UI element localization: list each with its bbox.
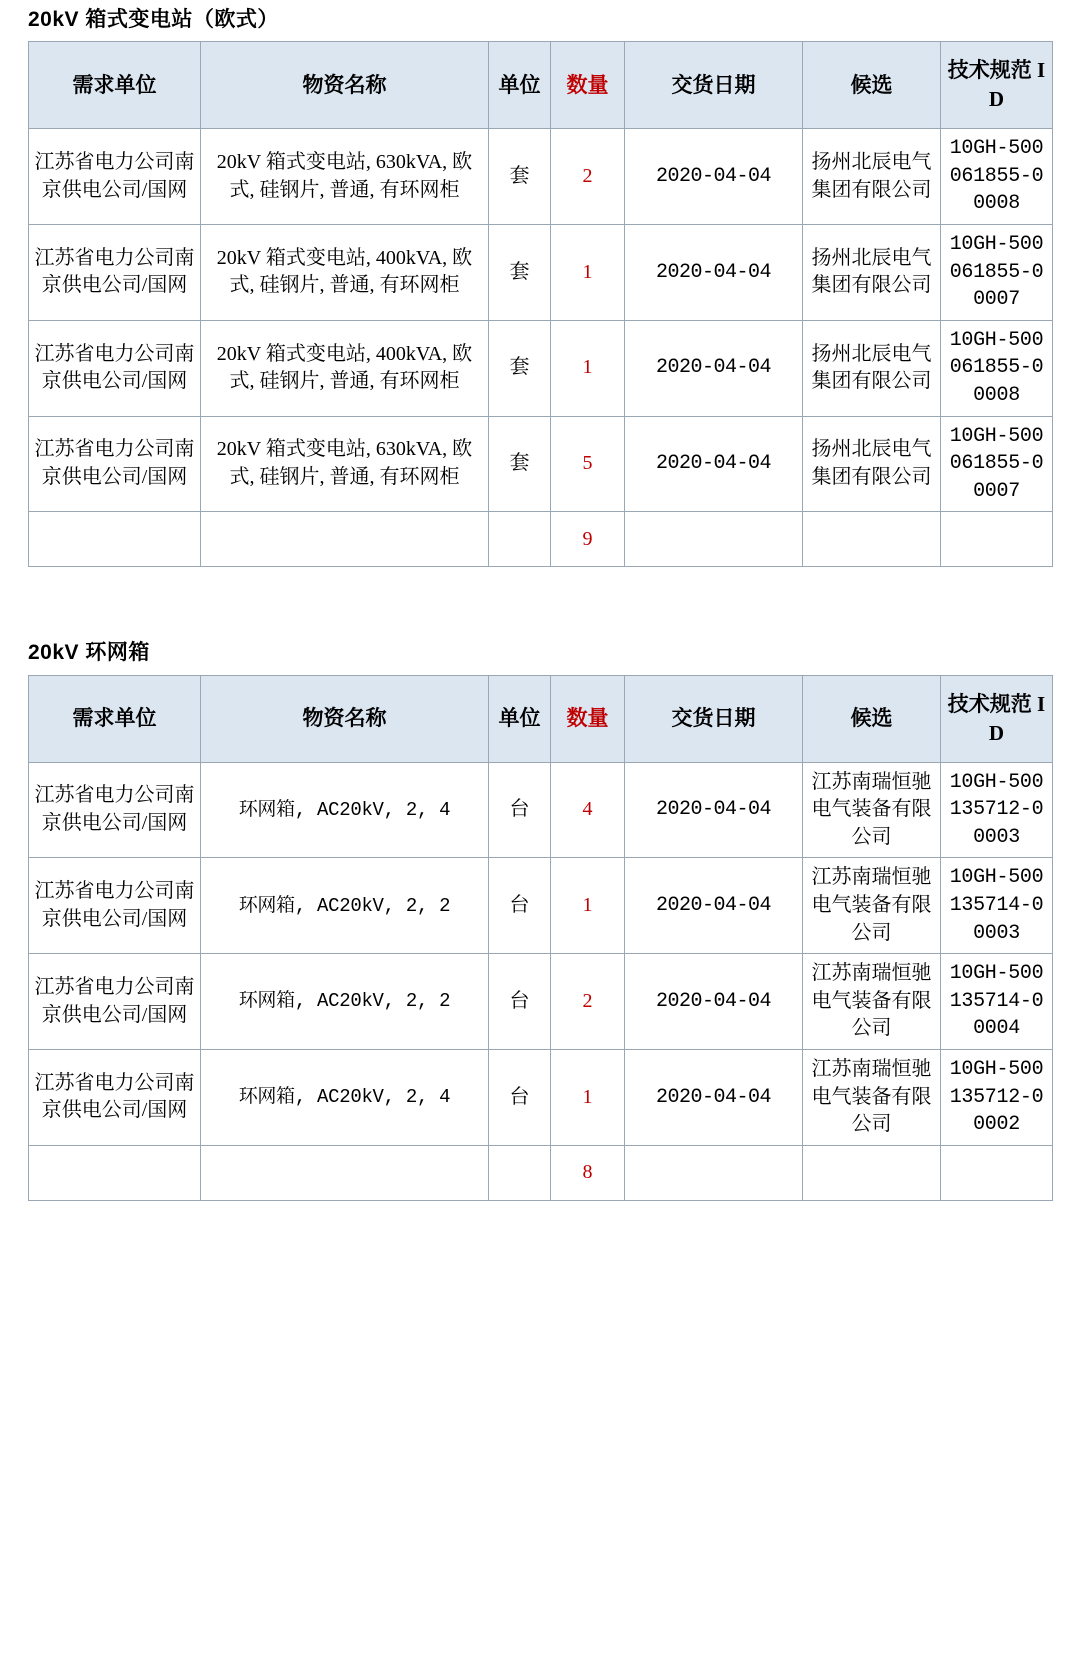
table-total-row bbox=[29, 512, 1053, 567]
cell-quantity-total: 9 bbox=[551, 512, 625, 567]
cell-candidate: 江苏南瑞恒驰电气装备有限公司 bbox=[803, 858, 941, 954]
cell-candidate: 扬州北辰电气集团有限公司 bbox=[803, 225, 941, 321]
cell-demand-unit: 江苏省电力公司南京供电公司/国网 bbox=[29, 225, 201, 321]
cell-spec-id: 10GH-500135712-00003 bbox=[941, 762, 1053, 858]
cell-spec-id: 10GH-500061855-00008 bbox=[941, 320, 1053, 416]
column-header-unit: 单位 bbox=[489, 42, 551, 129]
cell-empty bbox=[625, 1145, 803, 1200]
cell-quantity: 1 bbox=[551, 225, 625, 321]
cell-demand-unit: 江苏省电力公司南京供电公司/国网 bbox=[29, 416, 201, 512]
column-header-quantity: 数量 bbox=[551, 675, 625, 762]
cell-candidate: 江苏南瑞恒驰电气装备有限公司 bbox=[803, 1049, 941, 1145]
cell-spec-id: 10GH-500061855-00008 bbox=[941, 129, 1053, 225]
column-header-unit: 单位 bbox=[489, 675, 551, 762]
table-boxed-substation bbox=[28, 41, 1053, 567]
cell-spec-id: 10GH-500135712-00002 bbox=[941, 1049, 1053, 1145]
cell-quantity: 2 bbox=[551, 129, 625, 225]
cell-empty bbox=[941, 512, 1053, 567]
cell-delivery-date: 2020-04-04 bbox=[625, 1049, 803, 1145]
section-spacer bbox=[28, 567, 1052, 637]
cell-spec-id: 10GH-500061855-00007 bbox=[941, 225, 1053, 321]
cell-candidate: 江苏南瑞恒驰电气装备有限公司 bbox=[803, 762, 941, 858]
cell-unit: 套 bbox=[489, 416, 551, 512]
table-ring-main-unit bbox=[28, 675, 1053, 1201]
cell-spec-id: 10GH-500135714-00004 bbox=[941, 954, 1053, 1050]
cell-candidate: 扬州北辰电气集团有限公司 bbox=[803, 416, 941, 512]
cell-empty bbox=[201, 1145, 489, 1200]
table-header-row bbox=[29, 42, 1053, 129]
cell-quantity: 1 bbox=[551, 1049, 625, 1145]
table-row bbox=[29, 1049, 1053, 1145]
cell-delivery-date: 2020-04-04 bbox=[625, 129, 803, 225]
cell-demand-unit: 江苏省电力公司南京供电公司/国网 bbox=[29, 762, 201, 858]
cell-unit: 台 bbox=[489, 858, 551, 954]
table-row bbox=[29, 858, 1053, 954]
column-header-quantity: 数量 bbox=[551, 42, 625, 129]
section-title-ring-main-unit: 20kV 环网箱 bbox=[28, 641, 150, 665]
table-header-row bbox=[29, 675, 1053, 762]
cell-quantity: 5 bbox=[551, 416, 625, 512]
cell-material-name: 环网箱, AC20kV, 2, 4 bbox=[201, 1049, 489, 1145]
cell-quantity: 1 bbox=[551, 320, 625, 416]
cell-empty bbox=[625, 512, 803, 567]
cell-material-name: 20kV 箱式变电站, 400kVA, 欧式, 硅钢片, 普通, 有环网柜 bbox=[201, 320, 489, 416]
cell-unit: 台 bbox=[489, 762, 551, 858]
cell-empty bbox=[941, 1145, 1053, 1200]
cell-demand-unit: 江苏省电力公司南京供电公司/国网 bbox=[29, 129, 201, 225]
cell-delivery-date: 2020-04-04 bbox=[625, 762, 803, 858]
cell-unit: 台 bbox=[489, 1049, 551, 1145]
cell-delivery-date: 2020-04-04 bbox=[625, 320, 803, 416]
cell-quantity: 2 bbox=[551, 954, 625, 1050]
cell-material-name: 20kV 箱式变电站, 630kVA, 欧式, 硅钢片, 普通, 有环网柜 bbox=[201, 416, 489, 512]
cell-demand-unit: 江苏省电力公司南京供电公司/国网 bbox=[29, 320, 201, 416]
column-header-spec-id: 技术规范 ID bbox=[941, 675, 1053, 762]
column-header-candidate: 候选 bbox=[803, 42, 941, 129]
cell-material-name: 20kV 箱式变电站, 630kVA, 欧式, 硅钢片, 普通, 有环网柜 bbox=[201, 129, 489, 225]
column-header-demand-unit: 需求单位 bbox=[29, 42, 201, 129]
cell-unit: 台 bbox=[489, 954, 551, 1050]
cell-demand-unit: 江苏省电力公司南京供电公司/国网 bbox=[29, 858, 201, 954]
column-header-material-name: 物资名称 bbox=[201, 675, 489, 762]
column-header-candidate: 候选 bbox=[803, 675, 941, 762]
cell-candidate: 扬州北辰电气集团有限公司 bbox=[803, 129, 941, 225]
table-row bbox=[29, 416, 1053, 512]
table-total-row bbox=[29, 1145, 1053, 1200]
table-row bbox=[29, 320, 1053, 416]
column-header-material-name: 物资名称 bbox=[201, 42, 489, 129]
cell-quantity-total: 8 bbox=[551, 1145, 625, 1200]
cell-candidate: 江苏南瑞恒驰电气装备有限公司 bbox=[803, 954, 941, 1050]
table-row bbox=[29, 954, 1053, 1050]
cell-quantity: 4 bbox=[551, 762, 625, 858]
table-row bbox=[29, 225, 1053, 321]
column-header-spec-id: 技术规范 ID bbox=[941, 42, 1053, 129]
cell-material-name: 20kV 箱式变电站, 400kVA, 欧式, 硅钢片, 普通, 有环网柜 bbox=[201, 225, 489, 321]
cell-material-name: 环网箱, AC20kV, 2, 2 bbox=[201, 954, 489, 1050]
cell-material-name: 环网箱, AC20kV, 2, 4 bbox=[201, 762, 489, 858]
cell-empty bbox=[489, 1145, 551, 1200]
column-header-demand-unit: 需求单位 bbox=[29, 675, 201, 762]
section-title-boxed-substation: 20kV 箱式变电站（欧式） bbox=[28, 8, 279, 31]
cell-delivery-date: 2020-04-04 bbox=[625, 416, 803, 512]
cell-delivery-date: 2020-04-04 bbox=[625, 954, 803, 1050]
table-row bbox=[29, 762, 1053, 858]
cell-quantity: 1 bbox=[551, 858, 625, 954]
cell-empty bbox=[201, 512, 489, 567]
cell-demand-unit: 江苏省电力公司南京供电公司/国网 bbox=[29, 1049, 201, 1145]
cell-empty bbox=[29, 512, 201, 567]
cell-empty bbox=[803, 1145, 941, 1200]
cell-demand-unit: 江苏省电力公司南京供电公司/国网 bbox=[29, 954, 201, 1050]
cell-unit: 套 bbox=[489, 225, 551, 321]
cell-delivery-date: 2020-04-04 bbox=[625, 858, 803, 954]
cell-empty bbox=[803, 512, 941, 567]
column-header-delivery-date: 交货日期 bbox=[625, 42, 803, 129]
cell-delivery-date: 2020-04-04 bbox=[625, 225, 803, 321]
cell-unit: 套 bbox=[489, 129, 551, 225]
cell-empty bbox=[489, 512, 551, 567]
table-row bbox=[29, 129, 1053, 225]
cell-spec-id: 10GH-500135714-00003 bbox=[941, 858, 1053, 954]
cell-unit: 套 bbox=[489, 320, 551, 416]
column-header-delivery-date: 交货日期 bbox=[625, 675, 803, 762]
cell-spec-id: 10GH-500061855-00007 bbox=[941, 416, 1053, 512]
cell-candidate: 扬州北辰电气集团有限公司 bbox=[803, 320, 941, 416]
cell-material-name: 环网箱, AC20kV, 2, 2 bbox=[201, 858, 489, 954]
cell-empty bbox=[29, 1145, 201, 1200]
